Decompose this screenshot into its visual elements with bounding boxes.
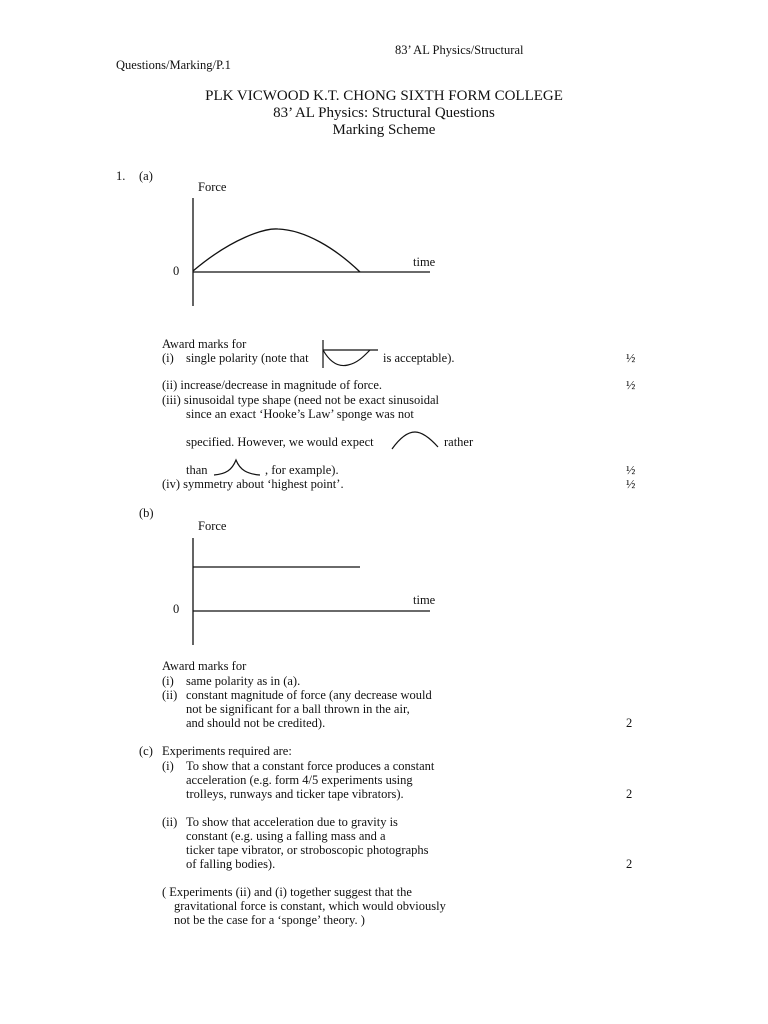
part-c-item-ii-number: (ii) — [162, 815, 178, 829]
part-b-item-ii-line1: constant magnitude of force (any decrease would — [186, 688, 432, 702]
part-a-item-iv-mark: ½ — [626, 477, 636, 491]
part-a-award-heading: Award marks for — [162, 337, 247, 351]
part-a-item-iii-example: , for example). — [265, 463, 339, 477]
graph-a-origin-label: 0 — [173, 264, 180, 278]
part-b-mark: 2 — [626, 716, 633, 730]
part-c-note-line3: not be the case for a ‘sponge’ theory. ) — [174, 913, 365, 927]
part-a-item-iii-rather: rather — [444, 435, 474, 449]
part-b-item-ii-line3: and should not be credited). — [186, 716, 326, 730]
graph-a-x-axis-label: time — [413, 255, 436, 269]
graph-a-y-axis-label: Force — [198, 180, 227, 194]
part-a-item-ii: (ii) increase/decrease in magnitude of force. — [162, 378, 383, 392]
part-b-item-i-number: (i) — [162, 674, 174, 688]
part-a-item-i-number: (i) — [162, 351, 174, 365]
part-a-item-iii-line2: since an exact ‘Hooke’s Law’ sponge was not — [186, 407, 414, 421]
part-c-label: (c) — [139, 744, 153, 758]
college-title: PLK VICWOOD K.T. CHONG SIXTH FORM COLLEGE — [205, 88, 563, 104]
part-b-label: (b) — [139, 506, 154, 520]
graph-b-origin-label: 0 — [173, 602, 180, 616]
part-c-note-line1: ( Experiments (ii) and (i) together suggest that the — [162, 885, 412, 899]
part-b-item-i-text: same polarity as in (a). — [186, 674, 301, 688]
part-a-item-ii-mark: ½ — [626, 378, 636, 392]
part-c-item-ii-line3: ticker tape vibrator, or stroboscopic photographs — [186, 843, 429, 857]
question-number: 1. — [116, 169, 126, 183]
graph-b-x-axis-label: time — [413, 593, 436, 607]
part-b-item-ii-line2: not be significant for a ball thrown in the air, — [186, 702, 410, 716]
part-a-item-i-mark: ½ — [626, 351, 636, 365]
part-c-item-i-mark: 2 — [626, 787, 633, 801]
part-a-label: (a) — [139, 169, 153, 183]
part-c-item-ii-line2: constant (e.g. using a falling mass and a — [186, 829, 386, 843]
part-c-item-ii-mark: 2 — [626, 857, 633, 871]
running-header-left: Questions/Marking/P.1 — [116, 58, 231, 72]
part-c-note-line2: gravitational force is constant, which would obviously — [174, 899, 446, 913]
part-a-item-iv: (iv) symmetry about ‘highest point’. — [162, 477, 344, 491]
document-title: Marking Scheme — [332, 122, 436, 138]
part-b-award-heading: Award marks for — [162, 659, 247, 673]
part-c-intro: Experiments required are: — [162, 744, 292, 758]
part-c-item-ii-line1: To show that acceleration due to gravity is — [186, 815, 398, 829]
part-a-item-iii-line3: specified. However, we would expect — [186, 435, 374, 449]
part-a-item-iii-than: than — [186, 463, 208, 477]
graph-b-y-axis-label: Force — [198, 519, 227, 533]
running-header-right: 83’ AL Physics/Structural — [395, 43, 524, 57]
part-a-item-iii-mark: ½ — [626, 463, 636, 477]
part-c-item-i-number: (i) — [162, 759, 174, 773]
part-c-item-ii-line4: of falling bodies). — [186, 857, 276, 871]
part-c-item-i-line1: To show that a constant force produces a constant — [186, 759, 435, 773]
part-a-item-iii-line1: (iii) sinusoidal type shape (need not be exact sinusoidal — [162, 393, 440, 407]
part-a-item-i-text: single polarity (note that — [186, 351, 309, 365]
part-c-item-i-line2: acceleration (e.g. form 4/5 experiments using — [186, 773, 413, 787]
paper-title: 83’ AL Physics: Structural Questions — [273, 105, 495, 121]
part-c-item-i-line3: trolleys, runways and ticker tape vibrators). — [186, 787, 404, 801]
part-b-item-ii-number: (ii) — [162, 688, 178, 702]
part-a-item-i-tail: is acceptable). — [383, 351, 455, 365]
